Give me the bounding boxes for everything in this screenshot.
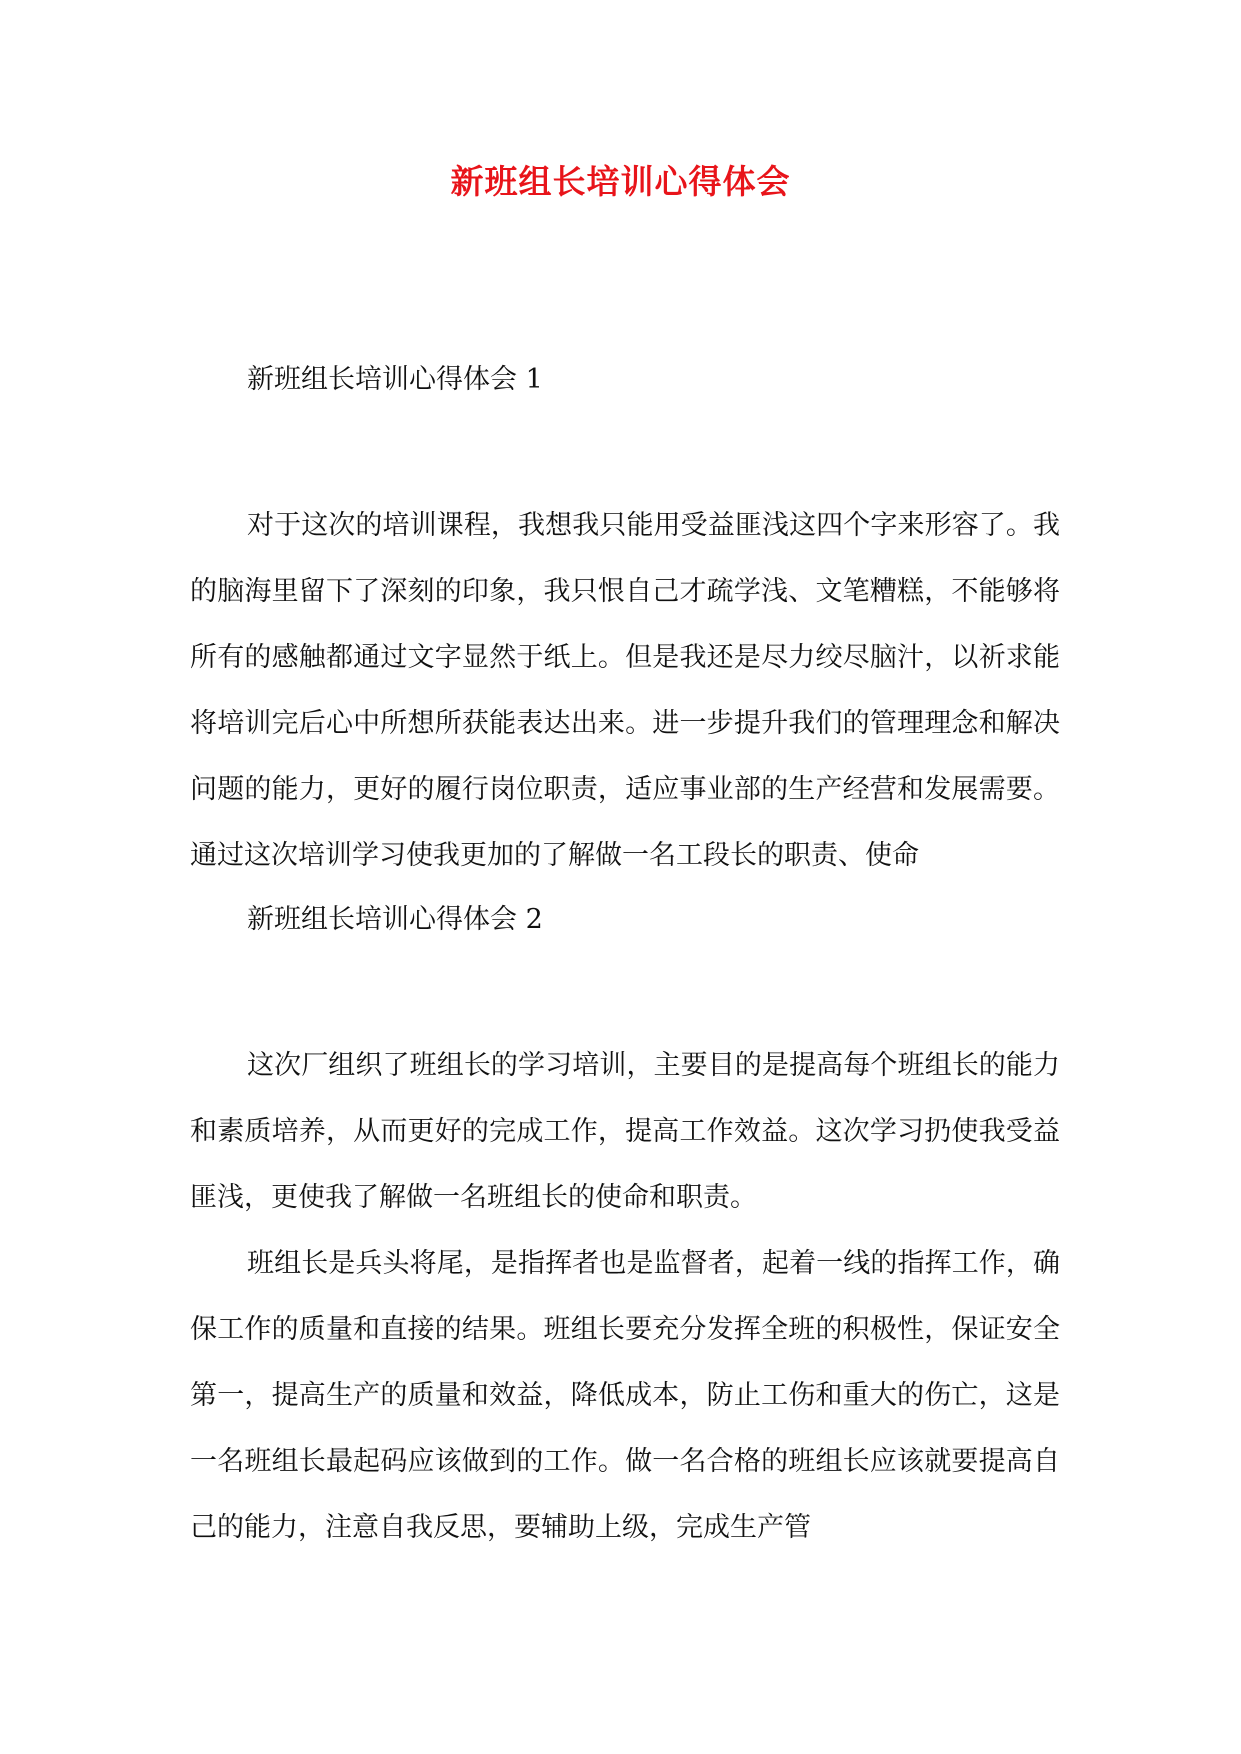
section-2-paragraph-1: 这次厂组织了班组长的学习培训，主要目的是提高每个班组长的能力和素质培养，从而更好的完成工作，提高工作效益。这次学习扔使我受益匪浅，更使我了解做一名班组长的使命和职责。 (190, 1050, 1060, 1213)
document-body (190, 355, 1060, 1561)
section-heading-1: 新班组长培训心得体会 1 (247, 364, 543, 395)
document-title: 新班组长培训心得体会 (450, 162, 791, 201)
section-2-paragraph-2: 班组长是兵头将尾，是指挥者也是监督者，起着一线的指挥工作，确保工作的质量和直接的结果。班组长要充分发挥全班的积极性，保证安全第一，提高生产的质量和效益，降低成本，防止工伤和重大的伤亡，这是一名班组长最起码应该做到的工作。做一名合格的班组长应该就要提高自己的能力，注意自我反思，要辅助上级，完成生产管 (190, 1248, 1060, 1543)
section-heading-2: 新班组长培训心得体会 2 (247, 904, 543, 935)
section-1-paragraph-1: 对于这次的培训课程，我想我只能用受益匪浅这四个字来形容了。我的脑海里留下了深刻的印象，我只恨自己才疏学浅、文笔糟糕，不能够将所有的感触都通过文字显然于纸上。但是我还是尽力绞尽脑汁，以祈求能将培训完后心中所想所获能表达出来。进一步提升我们的管理理念和解决问题的能力，更好的履行岗位职责，适应事业部的生产经营和发展需要。通过这次培训学习使我更加的了解做一名工段长的职责、使命 (190, 510, 1060, 871)
